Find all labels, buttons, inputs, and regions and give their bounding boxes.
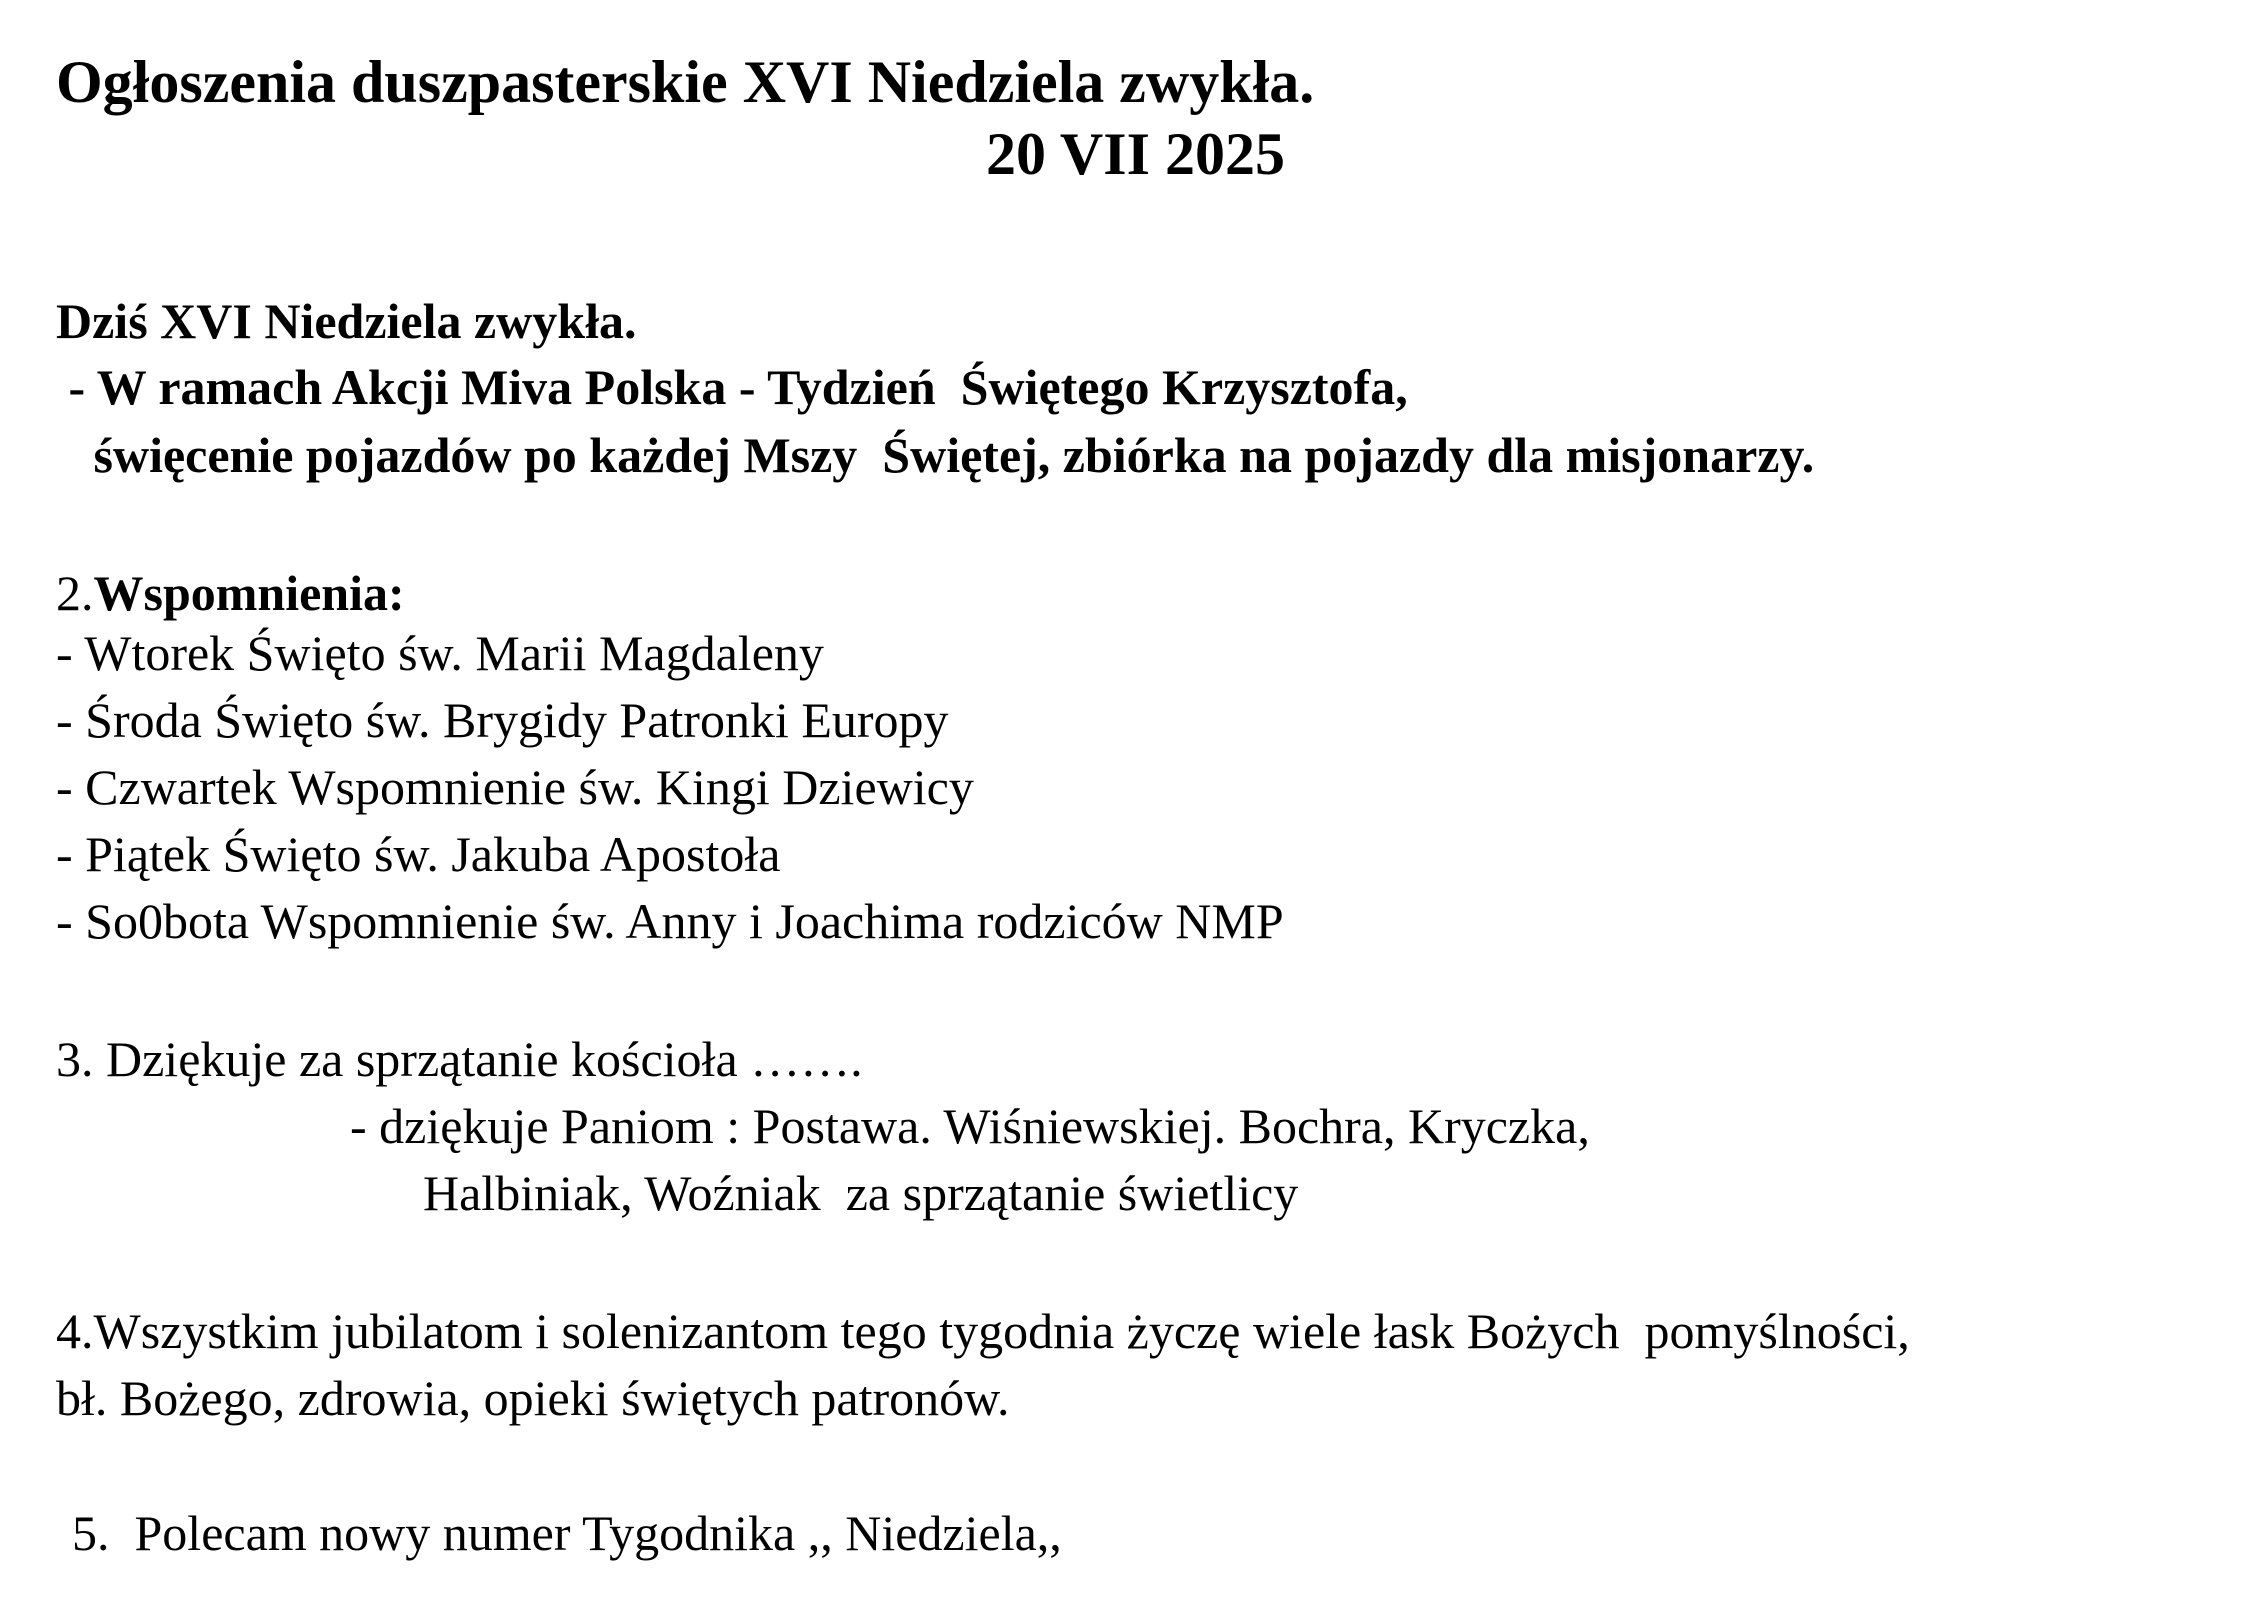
section2-title: Wspomnienia: — [93, 565, 405, 621]
list-item: - So0bota Wspomnienie św. Anny i Joachima rodziców NMP — [56, 893, 1284, 949]
list-item: - Piątek Święto św. Jakuba Apostoła — [56, 826, 781, 882]
list-item: - Środa Święto św. Brygidy Patronki Europy — [56, 692, 949, 748]
section2-number: 2. — [56, 565, 94, 621]
date-heading: 20 VII 2025 — [986, 121, 1285, 187]
section5-line1: 5. Polecam nowy numer Tygodnika ,, Niedziela,, — [72, 1505, 1062, 1561]
list-item: - Wtorek Święto św. Marii Magdaleny — [56, 625, 824, 681]
section3-line1: 3. Dziękuje za sprzątanie kościoła ……. — [56, 1031, 863, 1087]
section4-line1: 4.Wszystkim jubilatom i solenizantom tego tygodnia życzę wiele łask Bożych pomyślności, — [56, 1303, 1910, 1359]
section1-line1: - W ramach Akcji Miva Polska - Tydzień Świętego Krzysztofa, — [56, 359, 1408, 415]
section1-heading: Dziś XVI Niedziela zwykła. — [56, 293, 637, 349]
page-title: Ogłoszenia duszpasterskie XVI Niedziela zwykła. — [56, 49, 1315, 115]
section3-line2: - dziękuje Paniom : Postawa. Wiśniewskiej. Bochra, Kryczka, — [350, 1098, 1590, 1154]
section4-line2: bł. Bożego, zdrowia, opieki świętych patronów. — [56, 1370, 1010, 1426]
section3-line3: Halbiniak, Woźniak za sprzątanie świetlicy — [423, 1165, 1299, 1221]
list-item: - Czwartek Wspomnienie św. Kingi Dziewicy — [56, 759, 974, 815]
section1-line2: święcenie pojazdów po każdej Mszy Świętej, zbiórka na pojazdy dla misjonarzy. — [56, 427, 1815, 483]
section2-heading — [56, 565, 405, 621]
